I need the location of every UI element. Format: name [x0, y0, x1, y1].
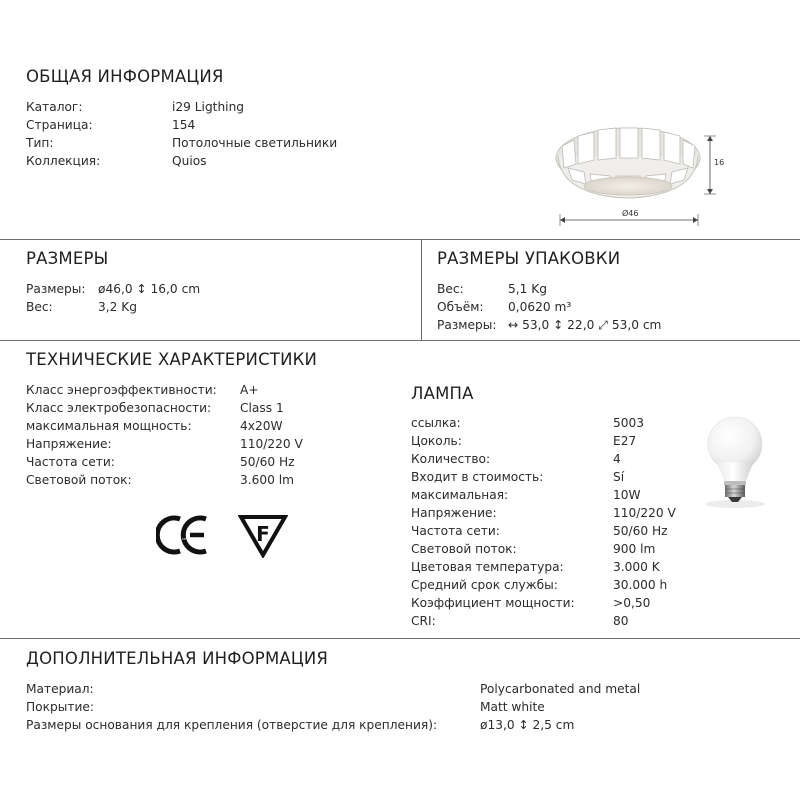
- lamp-value-luminous-flux: 900 lm: [613, 542, 656, 556]
- lamp-label-cri: CRI:: [411, 614, 436, 628]
- divider-2: [0, 340, 800, 341]
- additional-value-finish: Matt white: [480, 700, 545, 714]
- packaging-label-volume: Объём:: [437, 300, 484, 314]
- lamp-value-lifetime: 30.000 h: [613, 578, 668, 592]
- divider-vertical: [421, 240, 422, 340]
- technical-value-voltage: 110/220 V: [240, 437, 303, 451]
- ce-mark-icon: [156, 514, 212, 556]
- height-dimension-label: 16: [714, 158, 725, 167]
- technical-label-frequency: Частота сети:: [26, 455, 115, 469]
- technical-value-frequency: 50/60 Hz: [240, 455, 295, 469]
- general-value-catalog: i29 Ligthing: [172, 100, 245, 114]
- lamp-value-frequency: 50/60 Hz: [613, 524, 668, 538]
- general-value-page: 154: [172, 118, 196, 132]
- width-dimension-label: Ø46: [622, 209, 639, 218]
- dimensions-value-weight: 3,2 Kg: [98, 300, 137, 314]
- technical-value-safety-class: Class 1: [240, 401, 284, 415]
- lamp-label-quantity: Количество:: [411, 452, 491, 466]
- dimensions-label-size: Размеры:: [26, 282, 86, 296]
- packaging-value-weight: 5,1 Kg: [508, 282, 547, 296]
- packaging-value-size: ↔ 53,0 ↕ 22,0 ⤢ 53,0 cm: [508, 318, 662, 332]
- general-value-collection: Quios: [172, 154, 207, 168]
- led-bulb-image: [700, 412, 770, 524]
- lamp-value-max: 10W: [613, 488, 641, 502]
- lamp-label-luminous-flux: Световой поток:: [411, 542, 517, 556]
- technical-label-voltage: Напряжение:: [26, 437, 112, 451]
- lamp-title: ЛАМПА: [411, 384, 474, 403]
- technical-value-luminous-flux: 3.600 lm: [240, 473, 295, 487]
- lamp-value-quantity: 4: [613, 452, 621, 466]
- f-mark-text: F: [256, 522, 270, 546]
- technical-value-energy-class: A+: [240, 383, 259, 397]
- technical-label-luminous-flux: Световой поток:: [26, 473, 132, 487]
- additional-label-mounting-base: Размеры основания для крепления (отверстие для крепления):: [26, 718, 438, 732]
- lamp-label-color-temperature: Цветовая температура:: [411, 560, 564, 574]
- additional-label-finish: Покрытие:: [26, 700, 94, 714]
- technical-label-safety-class: Класс электробезопасности:: [26, 401, 212, 415]
- lamp-value-cri: 80: [613, 614, 629, 628]
- packaging-label-weight: Вес:: [437, 282, 464, 296]
- general-label-collection: Коллекция:: [26, 154, 101, 168]
- general-label-catalog: Каталог:: [26, 100, 83, 114]
- f-mark-icon: [238, 514, 288, 558]
- additional-label-material: Материал:: [26, 682, 94, 696]
- dimensions-title: РАЗМЕРЫ: [26, 249, 109, 268]
- packaging-label-size: Размеры:: [437, 318, 497, 332]
- additional-value-material: Polycarbonated and metal: [480, 682, 641, 696]
- divider-1: [0, 239, 800, 240]
- lamp-label-max: максимальная:: [411, 488, 509, 502]
- lamp-label-reference: ссылка:: [411, 416, 461, 430]
- packaging-title: РАЗМЕРЫ УПАКОВКИ: [437, 249, 621, 268]
- general-label-page: Страница:: [26, 118, 93, 132]
- general-value-type: Потолочные светильники: [172, 136, 338, 150]
- lamp-label-socket: Цоколь:: [411, 434, 462, 448]
- technical-value-max-power: 4x20W: [240, 419, 283, 433]
- ceiling-lamp-image: [540, 112, 740, 234]
- dimensions-value-size: ø46,0 ↕ 16,0 cm: [98, 282, 201, 296]
- divider-3: [0, 638, 800, 639]
- lamp-value-power-factor: >0,50: [613, 596, 651, 610]
- lamp-value-color-temperature: 3.000 K: [613, 560, 660, 574]
- general-label-type: Тип:: [26, 136, 54, 150]
- lamp-label-voltage: Напряжение:: [411, 506, 497, 520]
- packaging-value-volume: 0,0620 m³: [508, 300, 572, 314]
- lamp-value-voltage: 110/220 V: [613, 506, 676, 520]
- technical-title: ТЕХНИЧЕСКИЕ ХАРАКТЕРИСТИКИ: [26, 350, 318, 369]
- dimensions-label-weight: Вес:: [26, 300, 53, 314]
- general-title: ОБЩАЯ ИНФОРМАЦИЯ: [26, 67, 224, 86]
- additional-value-mounting-base: ø13,0 ↕ 2,5 cm: [480, 718, 575, 732]
- lamp-value-included: Sí: [613, 470, 625, 484]
- technical-label-max-power: максимальная мощность:: [26, 419, 192, 433]
- lamp-value-socket: E27: [613, 434, 637, 448]
- technical-label-energy-class: Класс энергоэффективности:: [26, 383, 217, 397]
- lamp-label-power-factor: Коэффициент мощности:: [411, 596, 575, 610]
- additional-title: ДОПОЛНИТЕЛЬНАЯ ИНФОРМАЦИЯ: [26, 649, 329, 668]
- lamp-label-included: Входит в стоимость:: [411, 470, 544, 484]
- lamp-label-frequency: Частота сети:: [411, 524, 500, 538]
- lamp-value-reference: 5003: [613, 416, 645, 430]
- lamp-label-lifetime: Средний срок службы:: [411, 578, 558, 592]
- ce-mark-text: CE: [182, 537, 186, 541]
